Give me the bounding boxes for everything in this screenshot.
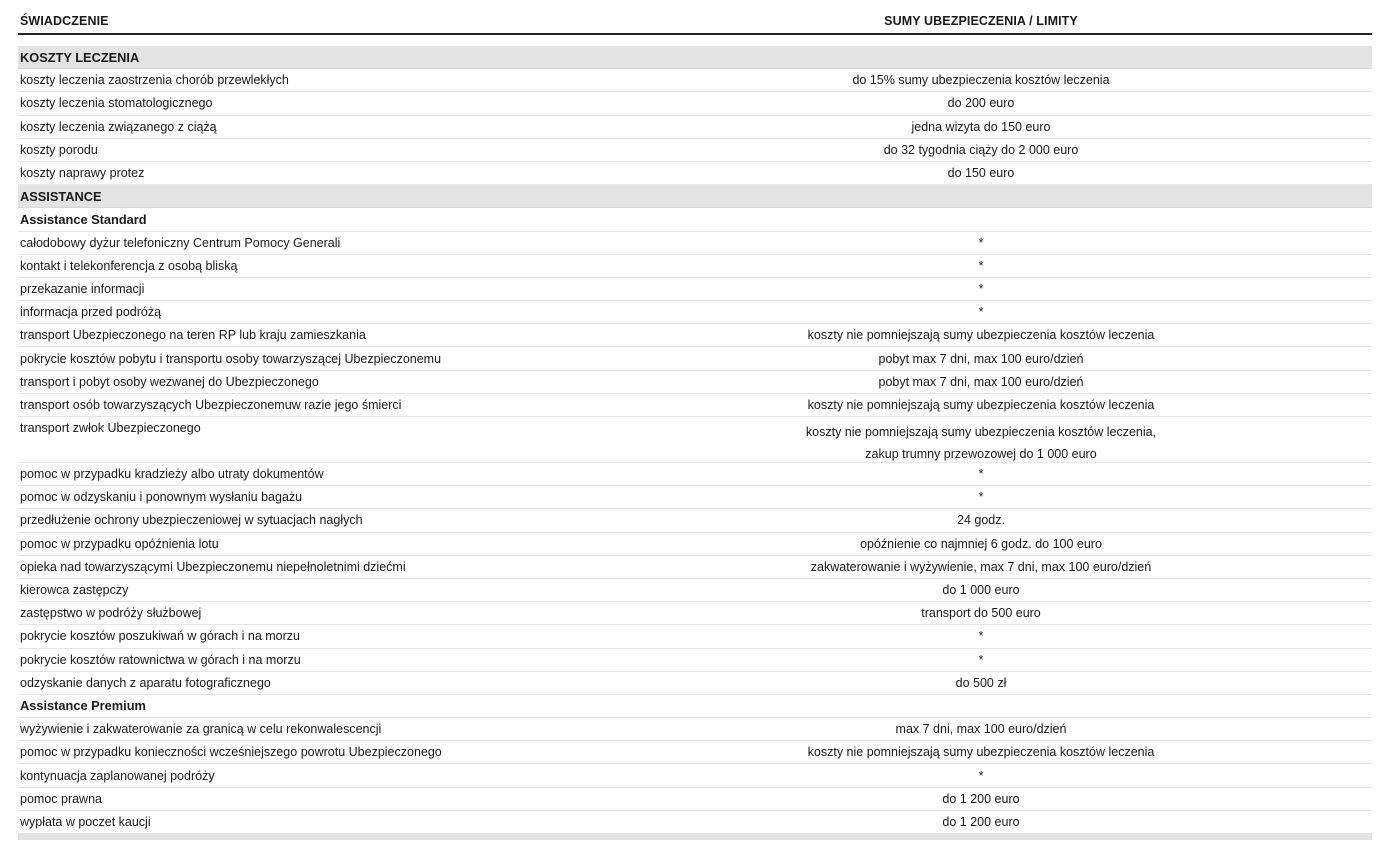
limit-value: do 500 zł [955, 675, 1007, 690]
table-row [18, 417, 1372, 463]
benefit-label: odzyskanie danych z aparatu fotograficznego [20, 675, 271, 690]
limit-value: 24 godz. [957, 513, 1005, 528]
benefit-label: informacja przed podróżą [20, 305, 162, 320]
limit-value: max 7 dni, max 100 euro/dzień [895, 722, 1067, 737]
benefit-label: Assistance Premium [20, 698, 146, 714]
table-row [18, 649, 1372, 672]
table-row [18, 92, 1372, 115]
limit-value: * [978, 629, 984, 644]
limit-value: koszty nie pomniejszają sumy ubezpieczenia kosztów leczenia [807, 397, 1155, 412]
limit-value: pobyt max 7 dni, max 100 euro/dzień [878, 374, 1084, 389]
limit-value: * [978, 490, 984, 505]
table-row [18, 672, 1372, 695]
section-header [18, 46, 1372, 69]
benefit-label: ASSISTANCE [20, 188, 102, 204]
table-row [18, 764, 1372, 787]
benefit-label: kontakt i telekonferencja z osobą bliską [20, 258, 238, 273]
limit-value-line: zakup trumny przewozowej do 1 000 euro [865, 447, 1097, 461]
limit-value: zakwaterowanie i wyżywienie, max 7 dni, max 100 euro/dzień [810, 559, 1152, 574]
benefit-label: przedłużenie ochrony ubezpieczeniowej w sytuacjach nagłych [20, 513, 363, 528]
benefit-label: wyżywienie i zakwaterowanie za granicą w celu rekonwalescencji [20, 722, 382, 737]
benefit-label: KOSZTY LECZENIA [20, 49, 140, 65]
limit-value: jedna wizyta do 150 euro [911, 119, 1051, 134]
table-row [18, 116, 1372, 139]
benefit-label: koszty leczenia zaostrzenia chorób przewlekłych [20, 73, 289, 88]
limit-value: do 1 200 euro [942, 814, 1020, 829]
subsection-header [18, 695, 1372, 718]
limit-value: pobyt max 7 dni, max 100 euro/dzień [878, 351, 1084, 366]
table-footer-bar [18, 834, 1372, 840]
benefit-label: transport zwłok Ubezpieczonego [20, 421, 201, 435]
benefit-label: Assistance Standard [20, 211, 147, 227]
table-row [18, 371, 1372, 394]
benefit-label: całodobowy dyżur telefoniczny Centrum Pomocy Generali [20, 235, 341, 250]
table-row [18, 232, 1372, 255]
benefit-label: transport i pobyt osoby wezwanej do Ubezpieczonego [20, 374, 319, 389]
table-row [18, 69, 1372, 92]
benefit-label: koszty porodu [20, 142, 98, 157]
limit-value: do 150 euro [947, 166, 1015, 181]
limit-value: do 32 tygodnia ciąży do 2 000 euro [883, 142, 1079, 157]
subsection-header [18, 208, 1372, 231]
limit-value: * [978, 281, 984, 296]
limit-value: * [978, 305, 984, 320]
table-header [18, 0, 1372, 35]
limit-value: opóźnienie co najmniej 6 godz. do 100 euro [860, 536, 1102, 551]
table-row [18, 509, 1372, 532]
limit-value: do 15% sumy ubezpieczenia kosztów leczenia [852, 73, 1110, 88]
benefit-label: kierowca zastępczy [20, 583, 129, 598]
benefit-label: wypłata w poczet kaucji [20, 814, 151, 829]
table-row [18, 625, 1372, 648]
benefit-label: koszty leczenia stomatologicznego [20, 96, 213, 111]
benefit-label: koszty naprawy protez [20, 166, 145, 181]
limit-value: koszty nie pomniejszają sumy ubezpieczenia kosztów leczenia [807, 328, 1155, 343]
benefit-label: zastępstwo w podróży służbowej [20, 606, 202, 621]
table-row [18, 533, 1372, 556]
benefit-label: pokrycie kosztów poszukiwań w górach i na morzu [20, 629, 300, 644]
limit-value: * [978, 652, 984, 667]
table-row [18, 162, 1372, 185]
limit-value: * [978, 467, 984, 482]
table-row [18, 139, 1372, 162]
benefit-label: pomoc w przypadku opóźnienia lotu [20, 536, 219, 551]
benefit-label: pomoc prawna [20, 791, 102, 806]
benefit-label: transport Ubezpieczonego na teren RP lub kraju zamieszkania [20, 328, 366, 343]
limit-value: * [978, 768, 984, 783]
table-row [18, 602, 1372, 625]
limit-value: do 200 euro [947, 96, 1015, 111]
benefit-label: pokrycie kosztów pobytu i transportu osoby towarzyszącej Ubezpieczonemu [20, 351, 442, 366]
table-row [18, 579, 1372, 602]
table-row [18, 394, 1372, 417]
table-row [18, 255, 1372, 278]
limit-value: * [978, 258, 984, 273]
table-row [18, 741, 1372, 764]
table-body [18, 46, 1372, 840]
header-limits: SUMY UBEZPIECZENIA / LIMITY [884, 14, 1078, 28]
limit-value: do 1 200 euro [942, 791, 1020, 806]
limit-value [590, 417, 1372, 465]
header-benefit: ŚWIADCZENIE [20, 14, 109, 28]
limit-value: * [978, 235, 984, 250]
table-row [18, 556, 1372, 579]
benefit-label: pomoc w przypadku konieczności wcześniejszego powrotu Ubezpieczonego [20, 745, 442, 760]
table-row [18, 463, 1372, 486]
limit-value: transport do 500 euro [921, 606, 1041, 621]
limit-value: koszty nie pomniejszają sumy ubezpieczenia kosztów leczenia [807, 745, 1155, 760]
benefit-label: kontynuacja zaplanowanej podróży [20, 768, 215, 783]
benefit-label: pomoc w przypadku kradzieży albo utraty dokumentów [20, 467, 324, 482]
limit-value-line: koszty nie pomniejszają sumy ubezpieczenia kosztów leczenia, [805, 425, 1157, 439]
table-row [18, 324, 1372, 347]
benefit-label: koszty leczenia związanego z ciążą [20, 119, 217, 134]
table-row [18, 278, 1372, 301]
limit-value: do 1 000 euro [942, 583, 1020, 598]
table-row [18, 486, 1372, 509]
benefit-label: przekazanie informacji [20, 281, 145, 296]
benefit-label: opieka nad towarzyszącymi Ubezpieczonemu niepełnoletnimi dziećmi [20, 559, 406, 574]
benefit-label: transport osób towarzyszących Ubezpieczonemuw razie jego śmierci [20, 397, 402, 412]
benefit-label: pomoc w odzyskaniu i ponownym wysłaniu bagażu [20, 490, 303, 505]
benefit-label: pokrycie kosztów ratownictwa w górach i na morzu [20, 652, 301, 667]
table-row [18, 811, 1372, 834]
table-row [18, 718, 1372, 741]
table-row [18, 788, 1372, 811]
section-header [18, 185, 1372, 208]
table-row [18, 301, 1372, 324]
table-row [18, 347, 1372, 370]
